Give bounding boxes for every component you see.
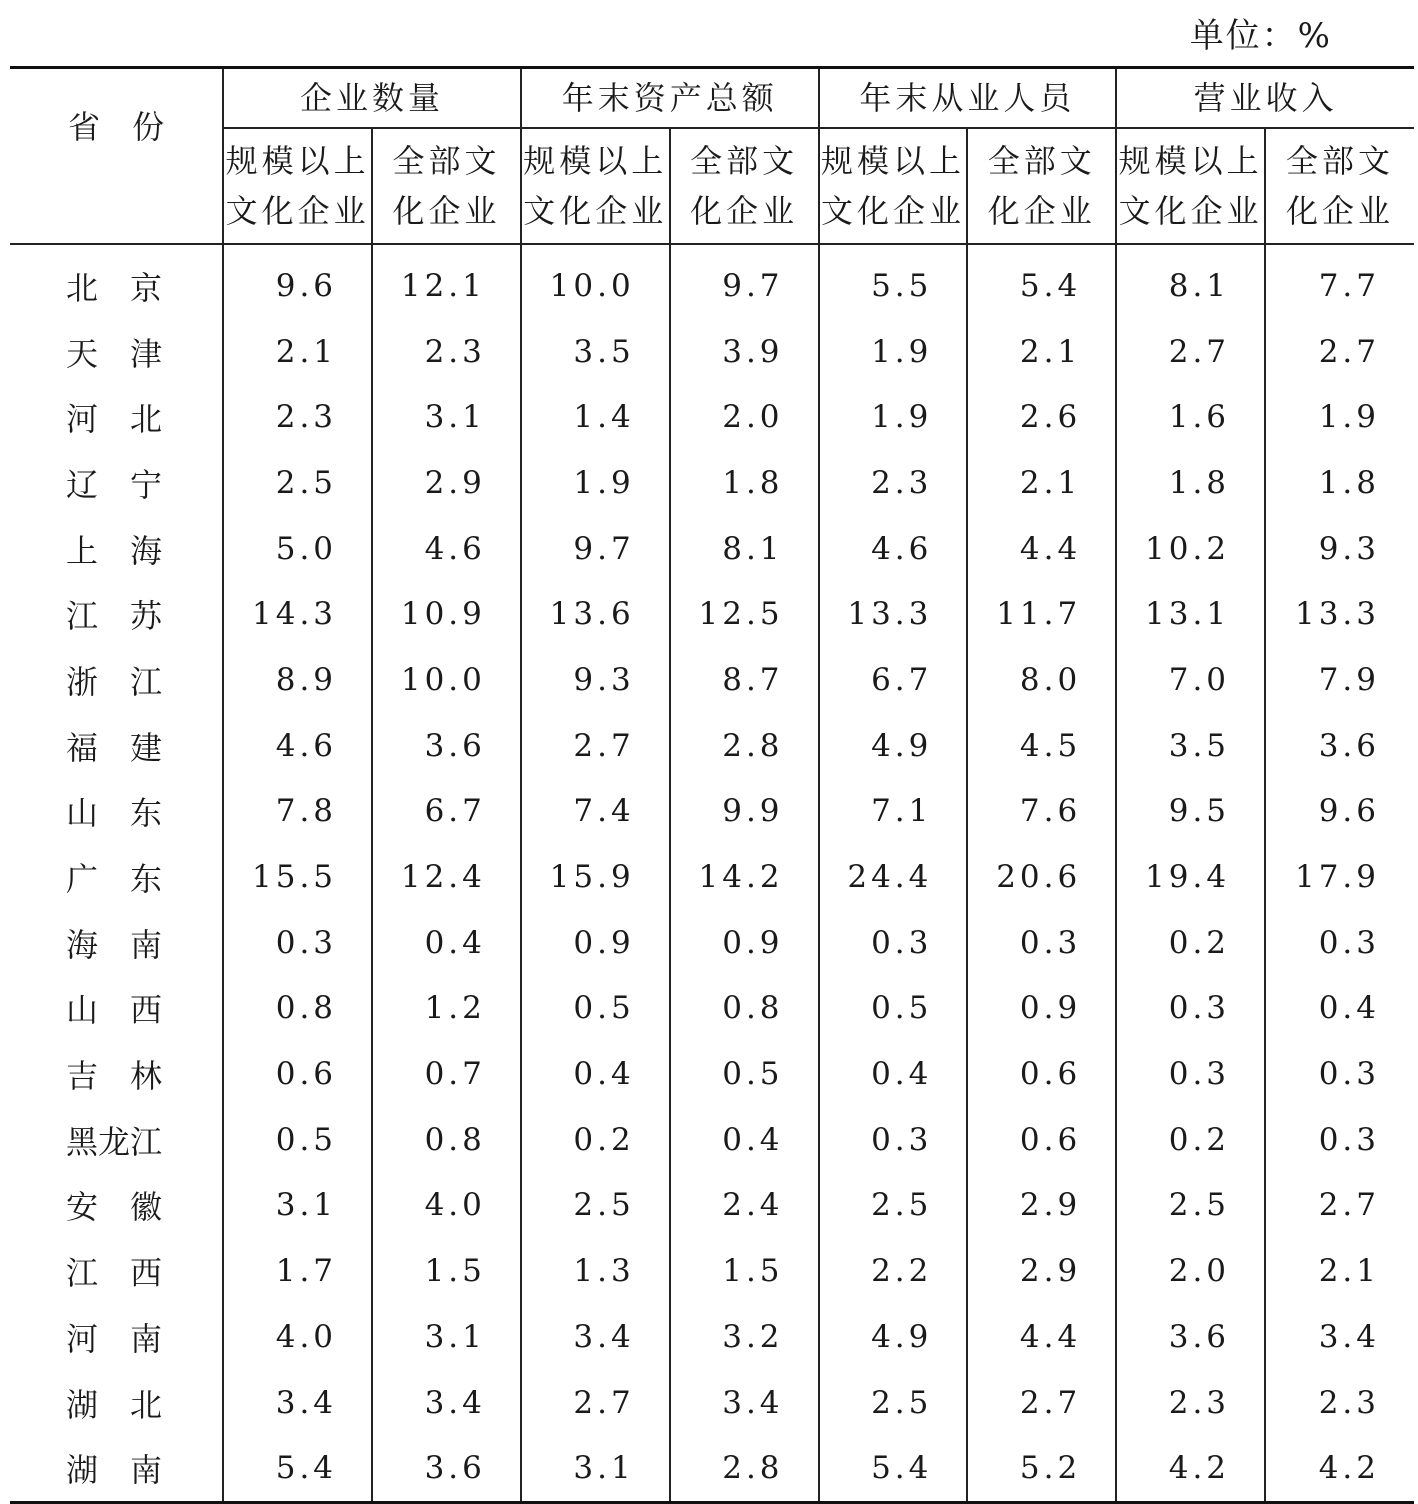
province-cell — [10, 647, 223, 713]
value-cell: 3.6 — [372, 1435, 521, 1502]
subheader-all — [372, 128, 521, 244]
subheader-line: 全部文 — [392, 142, 501, 180]
value-cell: 3.5 — [521, 319, 670, 385]
value-cell: 13.1 — [1116, 581, 1265, 647]
value-cell: 3.1 — [372, 384, 521, 450]
value-cell: 1.9 — [819, 319, 968, 385]
value-cell: 5.4 — [223, 1435, 372, 1502]
table-row — [10, 1041, 1414, 1107]
table-row — [10, 1304, 1414, 1370]
value-cell: 0.8 — [372, 1107, 521, 1173]
value-cell: 0.3 — [1265, 910, 1414, 976]
province-column-header — [10, 68, 223, 245]
value-cell: 19.4 — [1116, 844, 1265, 910]
value-cell: 2.1 — [1265, 1238, 1414, 1304]
value-cell: 7.0 — [1116, 647, 1265, 713]
value-cell: 0.9 — [521, 910, 670, 976]
value-cell: 5.0 — [223, 516, 372, 582]
value-cell: 1.8 — [1116, 450, 1265, 516]
value-cell: 0.9 — [670, 910, 819, 976]
province-char: 海 — [66, 925, 99, 964]
value-cell: 12.4 — [372, 844, 521, 910]
value-cell: 8.7 — [670, 647, 819, 713]
value-cell: 2.1 — [967, 319, 1116, 385]
group-header-revenue: 营业收入 — [1116, 68, 1414, 129]
value-cell: 3.6 — [372, 713, 521, 779]
province-char: 东 — [130, 860, 163, 899]
value-cell: 8.0 — [967, 647, 1116, 713]
value-cell: 2.7 — [1116, 319, 1265, 385]
value-cell: 3.2 — [670, 1304, 819, 1370]
value-cell: 0.3 — [967, 910, 1116, 976]
table-row — [10, 1238, 1414, 1304]
value-cell: 7.9 — [1265, 647, 1414, 713]
value-cell: 3.6 — [1265, 713, 1414, 779]
value-cell: 1.5 — [670, 1238, 819, 1304]
value-cell: 3.4 — [1265, 1304, 1414, 1370]
value-cell: 2.1 — [967, 450, 1116, 516]
value-cell: 2.5 — [1116, 1173, 1265, 1239]
province-cell — [10, 844, 223, 910]
value-cell: 2.5 — [819, 1370, 968, 1436]
value-cell: 2.4 — [670, 1173, 819, 1239]
table-row — [10, 450, 1414, 516]
value-cell: 3.1 — [521, 1435, 670, 1502]
value-cell: 4.4 — [967, 516, 1116, 582]
table-row — [10, 647, 1414, 713]
table-row — [10, 1173, 1414, 1239]
value-cell: 2.2 — [819, 1238, 968, 1304]
table-row — [10, 581, 1414, 647]
value-cell: 2.0 — [670, 384, 819, 450]
table-row — [10, 1107, 1414, 1173]
province-char: 广 — [66, 860, 99, 899]
value-cell: 0.6 — [223, 1041, 372, 1107]
group-header-total-assets: 年末资产总额 — [521, 68, 819, 129]
subheader-all — [670, 128, 819, 244]
value-cell: 0.5 — [521, 976, 670, 1042]
province-char: 建 — [130, 728, 163, 767]
value-cell: 10.0 — [372, 647, 521, 713]
value-cell: 3.1 — [372, 1304, 521, 1370]
table-row — [10, 516, 1414, 582]
value-cell: 2.3 — [223, 384, 372, 450]
province-char: 江 — [130, 662, 163, 701]
subheader-line: 文化企业 — [1118, 192, 1263, 230]
table-row — [10, 779, 1414, 845]
province-char: 宁 — [130, 465, 163, 504]
province-header-label: 省 份 — [68, 108, 165, 146]
province-char: 京 — [130, 268, 163, 307]
province-char: 徽 — [130, 1188, 163, 1227]
subheader-line: 规模以上 — [523, 142, 668, 180]
value-cell: 1.3 — [521, 1238, 670, 1304]
subheader-line: 全部文 — [1286, 142, 1395, 180]
value-cell: 2.7 — [521, 1370, 670, 1436]
value-cell: 1.9 — [819, 384, 968, 450]
value-cell: 2.3 — [819, 450, 968, 516]
value-cell: 1.2 — [372, 976, 521, 1042]
province-char: 浙 — [66, 662, 99, 701]
province-char: 东 — [130, 794, 163, 833]
province-cell — [10, 244, 223, 319]
value-cell: 2.7 — [1265, 319, 1414, 385]
province-char: 北 — [130, 1385, 163, 1424]
value-cell: 0.7 — [372, 1041, 521, 1107]
province-char: 辽 — [66, 465, 99, 504]
subheader-line: 规模以上 — [820, 142, 965, 180]
value-cell: 10.0 — [521, 244, 670, 319]
province-char: 北 — [130, 400, 163, 439]
value-cell: 0.3 — [819, 910, 968, 976]
value-cell: 5.5 — [819, 244, 968, 319]
value-cell: 9.5 — [1116, 779, 1265, 845]
value-cell: 0.4 — [670, 1107, 819, 1173]
value-cell: 7.7 — [1265, 244, 1414, 319]
value-cell: 13.3 — [819, 581, 968, 647]
subheader-above-scale — [223, 128, 372, 244]
value-cell: 3.5 — [1116, 713, 1265, 779]
subheader-line: 规模以上 — [225, 142, 370, 180]
group-header-enterprise-count: 企业数量 — [223, 68, 521, 129]
table-body — [10, 244, 1414, 1503]
value-cell: 1.4 — [521, 384, 670, 450]
province-char: 河 — [66, 1319, 99, 1358]
value-cell: 5.4 — [967, 244, 1116, 319]
value-cell: 14.3 — [223, 581, 372, 647]
province-cell — [10, 1435, 223, 1502]
value-cell: 2.7 — [521, 713, 670, 779]
province-cell — [10, 319, 223, 385]
value-cell: 10.2 — [1116, 516, 1265, 582]
value-cell: 4.2 — [1116, 1435, 1265, 1502]
value-cell: 10.9 — [372, 581, 521, 647]
value-cell: 0.3 — [1265, 1107, 1414, 1173]
table-row — [10, 244, 1414, 319]
value-cell: 9.6 — [1265, 779, 1414, 845]
value-cell: 3.4 — [372, 1370, 521, 1436]
value-cell: 4.6 — [223, 713, 372, 779]
value-cell: 8.1 — [670, 516, 819, 582]
value-cell: 6.7 — [372, 779, 521, 845]
value-cell: 13.3 — [1265, 581, 1414, 647]
value-cell: 4.0 — [223, 1304, 372, 1370]
value-cell: 0.6 — [967, 1107, 1116, 1173]
subheader-line: 文化企业 — [523, 192, 668, 230]
value-cell: 0.2 — [1116, 910, 1265, 976]
province-char: 河 — [66, 400, 99, 439]
province-char: 山 — [66, 794, 99, 833]
subheader-line: 化企业 — [1286, 192, 1395, 230]
value-cell: 0.3 — [1116, 1041, 1265, 1107]
value-cell: 9.3 — [521, 647, 670, 713]
province-cell — [10, 1304, 223, 1370]
province-cell — [10, 581, 223, 647]
value-cell: 9.7 — [521, 516, 670, 582]
value-cell: 4.0 — [372, 1173, 521, 1239]
province-char: 天 — [66, 334, 99, 373]
value-cell: 2.8 — [670, 713, 819, 779]
value-cell: 0.4 — [1265, 976, 1414, 1042]
province-char: 南 — [130, 1319, 163, 1358]
value-cell: 3.6 — [1116, 1304, 1265, 1370]
value-cell: 7.4 — [521, 779, 670, 845]
subheader-line: 文化企业 — [820, 192, 965, 230]
value-cell: 1.6 — [1116, 384, 1265, 450]
province-char: 江 — [66, 1254, 99, 1293]
value-cell: 0.8 — [223, 976, 372, 1042]
value-cell: 0.3 — [1116, 976, 1265, 1042]
value-cell: 3.1 — [223, 1173, 372, 1239]
value-cell: 0.5 — [670, 1041, 819, 1107]
subheader-all — [1265, 128, 1414, 244]
province-char: 上 — [66, 531, 99, 570]
province-char: 北 — [66, 268, 99, 307]
subheader-line: 全部文 — [690, 142, 799, 180]
value-cell: 7.8 — [223, 779, 372, 845]
value-cell: 0.3 — [223, 910, 372, 976]
value-cell: 2.3 — [1265, 1370, 1414, 1436]
province-cell — [10, 1041, 223, 1107]
value-cell: 11.7 — [967, 581, 1116, 647]
value-cell: 1.8 — [670, 450, 819, 516]
province-cell — [10, 1107, 223, 1173]
province-cell — [10, 450, 223, 516]
value-cell: 2.5 — [521, 1173, 670, 1239]
province-cell — [10, 516, 223, 582]
value-cell: 8.1 — [1116, 244, 1265, 319]
value-cell: 8.9 — [223, 647, 372, 713]
value-cell: 6.7 — [819, 647, 968, 713]
value-cell: 5.4 — [819, 1435, 968, 1502]
province-char: 苏 — [130, 597, 163, 636]
value-cell: 15.5 — [223, 844, 372, 910]
subheader-all — [967, 128, 1116, 244]
province-char: 津 — [130, 334, 163, 373]
value-cell: 2.5 — [223, 450, 372, 516]
value-cell: 12.1 — [372, 244, 521, 319]
value-cell: 0.3 — [1265, 1041, 1414, 1107]
value-cell: 2.7 — [1265, 1173, 1414, 1239]
value-cell: 1.7 — [223, 1238, 372, 1304]
value-cell: 1.9 — [521, 450, 670, 516]
province-char: 南 — [130, 925, 163, 964]
value-cell: 2.1 — [223, 319, 372, 385]
value-cell: 14.2 — [670, 844, 819, 910]
value-cell: 0.2 — [1116, 1107, 1265, 1173]
value-cell: 1.8 — [1265, 450, 1414, 516]
value-cell: 4.6 — [819, 516, 968, 582]
province-cell — [10, 384, 223, 450]
province-char: 林 — [130, 1057, 163, 1096]
province-char: 西 — [130, 991, 163, 1030]
table-row — [10, 384, 1414, 450]
table-row — [10, 319, 1414, 385]
value-cell: 3.4 — [521, 1304, 670, 1370]
province-cell — [10, 1173, 223, 1239]
table-row — [10, 976, 1414, 1042]
table-row — [10, 844, 1414, 910]
subheader-line: 全部文 — [987, 142, 1096, 180]
province-name: 黑龙江 — [66, 1122, 163, 1161]
subheader-line: 文化企业 — [225, 192, 370, 230]
value-cell: 4.6 — [372, 516, 521, 582]
value-cell: 13.6 — [521, 581, 670, 647]
value-cell: 1.9 — [1265, 384, 1414, 450]
value-cell: 15.9 — [521, 844, 670, 910]
value-cell: 0.8 — [670, 976, 819, 1042]
province-char: 福 — [66, 728, 99, 767]
statistics-table-container — [10, 66, 1414, 1504]
table-row — [10, 910, 1414, 976]
province-cell — [10, 713, 223, 779]
province-char: 江 — [66, 597, 99, 636]
subheader-line: 规模以上 — [1118, 142, 1263, 180]
value-cell: 17.9 — [1265, 844, 1414, 910]
value-cell: 2.5 — [819, 1173, 968, 1239]
province-char: 吉 — [66, 1057, 99, 1096]
province-cell — [10, 976, 223, 1042]
province-char: 南 — [130, 1451, 163, 1490]
value-cell: 0.5 — [819, 976, 968, 1042]
header-group-row — [10, 68, 1414, 129]
value-cell: 4.9 — [819, 1304, 968, 1370]
value-cell: 9.3 — [1265, 516, 1414, 582]
value-cell: 20.6 — [967, 844, 1116, 910]
value-cell: 0.6 — [967, 1041, 1116, 1107]
value-cell: 0.4 — [521, 1041, 670, 1107]
value-cell: 2.9 — [967, 1238, 1116, 1304]
value-cell: 2.6 — [967, 384, 1116, 450]
value-cell: 2.3 — [372, 319, 521, 385]
value-cell: 3.4 — [223, 1370, 372, 1436]
value-cell: 7.1 — [819, 779, 968, 845]
province-char: 安 — [66, 1188, 99, 1227]
subheader-above-scale — [819, 128, 968, 244]
value-cell: 9.6 — [223, 244, 372, 319]
value-cell: 9.7 — [670, 244, 819, 319]
province-char: 湖 — [66, 1451, 99, 1490]
value-cell: 4.5 — [967, 713, 1116, 779]
province-cell — [10, 779, 223, 845]
province-cell — [10, 1238, 223, 1304]
value-cell: 3.4 — [670, 1370, 819, 1436]
province-cell — [10, 1370, 223, 1436]
value-cell: 4.9 — [819, 713, 968, 779]
table-row — [10, 713, 1414, 779]
subheader-above-scale — [521, 128, 670, 244]
value-cell: 7.6 — [967, 779, 1116, 845]
value-cell: 0.2 — [521, 1107, 670, 1173]
subheader-above-scale — [1116, 128, 1265, 244]
value-cell: 9.9 — [670, 779, 819, 845]
value-cell: 0.4 — [819, 1041, 968, 1107]
value-cell: 24.4 — [819, 844, 968, 910]
subheader-line: 化企业 — [690, 192, 799, 230]
value-cell: 12.5 — [670, 581, 819, 647]
value-cell: 4.4 — [967, 1304, 1116, 1370]
province-char: 海 — [130, 531, 163, 570]
value-cell: 2.8 — [670, 1435, 819, 1502]
table-header — [10, 68, 1414, 245]
value-cell: 0.4 — [372, 910, 521, 976]
table-row — [10, 1370, 1414, 1436]
province-char: 西 — [130, 1254, 163, 1293]
value-cell: 2.0 — [1116, 1238, 1265, 1304]
unit-label: 单位：% — [1189, 16, 1332, 56]
value-cell: 5.2 — [967, 1435, 1116, 1502]
group-header-employees: 年末从业人员 — [819, 68, 1117, 129]
value-cell: 4.2 — [1265, 1435, 1414, 1502]
value-cell: 2.7 — [967, 1370, 1116, 1436]
value-cell: 2.3 — [1116, 1370, 1265, 1436]
province-char: 山 — [66, 991, 99, 1030]
subheader-line: 化企业 — [392, 192, 501, 230]
value-cell: 0.9 — [967, 976, 1116, 1042]
value-cell: 3.9 — [670, 319, 819, 385]
value-cell: 2.9 — [372, 450, 521, 516]
value-cell: 0.3 — [819, 1107, 968, 1173]
value-cell: 1.5 — [372, 1238, 521, 1304]
statistics-table — [10, 66, 1414, 1504]
table-row — [10, 1435, 1414, 1502]
province-char: 湖 — [66, 1385, 99, 1424]
value-cell: 2.9 — [967, 1173, 1116, 1239]
value-cell: 0.5 — [223, 1107, 372, 1173]
province-cell — [10, 910, 223, 976]
subheader-line: 化企业 — [987, 192, 1096, 230]
